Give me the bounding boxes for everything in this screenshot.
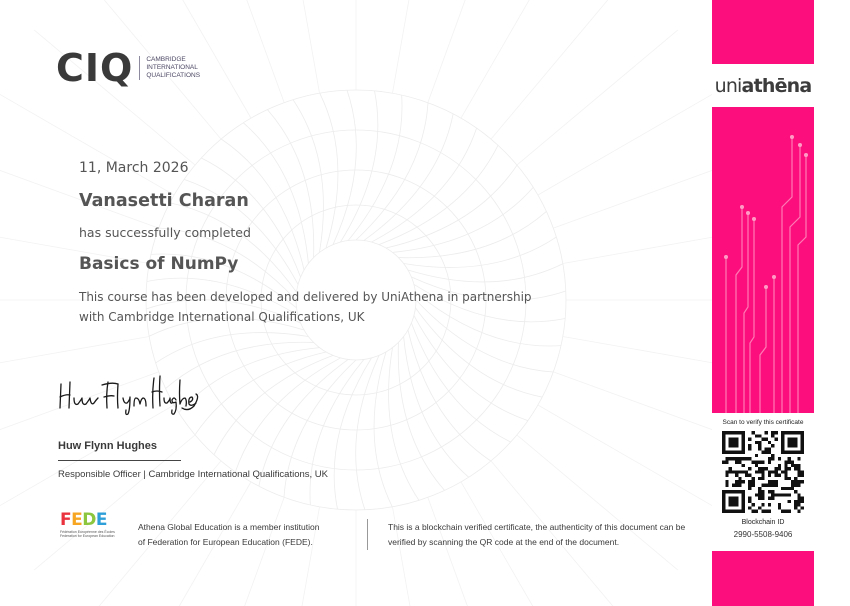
ciq-logo-mark: CIQ bbox=[56, 46, 134, 90]
qr-code[interactable] bbox=[722, 431, 804, 513]
issue-date: 11, March 2026 bbox=[79, 160, 189, 176]
ciq-caption-line: INTERNATIONAL bbox=[146, 64, 198, 71]
ciq-logo-caption bbox=[139, 56, 226, 80]
ciq-logo bbox=[56, 48, 226, 88]
uniathena-logo bbox=[712, 64, 814, 107]
recipient-name: Vanasetti Charan bbox=[79, 191, 249, 211]
fede-membership-text bbox=[138, 520, 338, 550]
uniathena-logo-regular: uni bbox=[714, 74, 742, 97]
fede-logo bbox=[60, 510, 120, 548]
blockchain-id-label: Blockchain ID bbox=[741, 519, 785, 526]
ciq-caption-line: CAMBRIDGE bbox=[146, 56, 186, 63]
description-line: This course has been developed and delivered by UniAthena in partnership bbox=[79, 290, 532, 304]
scan-instruction: Scan to verify this certificate bbox=[722, 419, 804, 426]
signature-underline bbox=[58, 460, 181, 461]
fede-caption-line: Federation for European Education bbox=[60, 534, 115, 538]
signer-name: Huw Flynn Hughes bbox=[58, 440, 157, 452]
fede-logo-word: FEDE bbox=[60, 510, 107, 530]
blockchain-notice-line: verified by scanning the QR code at the end of the document. bbox=[388, 537, 620, 547]
signer-title: Responsible Officer | Cambridge International Qualifications, UK bbox=[58, 469, 329, 480]
course-title: Basics of NumPy bbox=[79, 254, 239, 274]
fede-logo-caption bbox=[60, 530, 120, 538]
verification-panel bbox=[712, 413, 814, 551]
circuit-pattern bbox=[712, 107, 814, 413]
description-line: with Cambridge International Qualifications, UK bbox=[79, 310, 365, 324]
uniathena-logo-bold: athēna bbox=[741, 74, 812, 97]
fede-text-line: of Federation for European Education (FEDE). bbox=[138, 537, 313, 547]
fede-caption-line: Fédération Européenne des Écoles bbox=[60, 530, 115, 534]
brand-band-circuit bbox=[712, 107, 814, 413]
course-description bbox=[79, 287, 559, 327]
blockchain-notice-line: This is a blockchain verified certificate, the authenticity of this document can be bbox=[388, 522, 686, 532]
signature-image bbox=[56, 370, 206, 420]
completion-statement: has successfully completed bbox=[79, 225, 251, 240]
footer-divider bbox=[367, 519, 368, 550]
ciq-caption-line: QUALIFICATIONS bbox=[146, 72, 201, 79]
blockchain-notice bbox=[388, 520, 698, 550]
fede-text-line: Athena Global Education is a member institution bbox=[138, 522, 320, 532]
brand-band-bottom bbox=[712, 551, 814, 606]
brand-band-top bbox=[712, 0, 814, 64]
blockchain-id-value: 2990-5508-9406 bbox=[733, 530, 793, 539]
